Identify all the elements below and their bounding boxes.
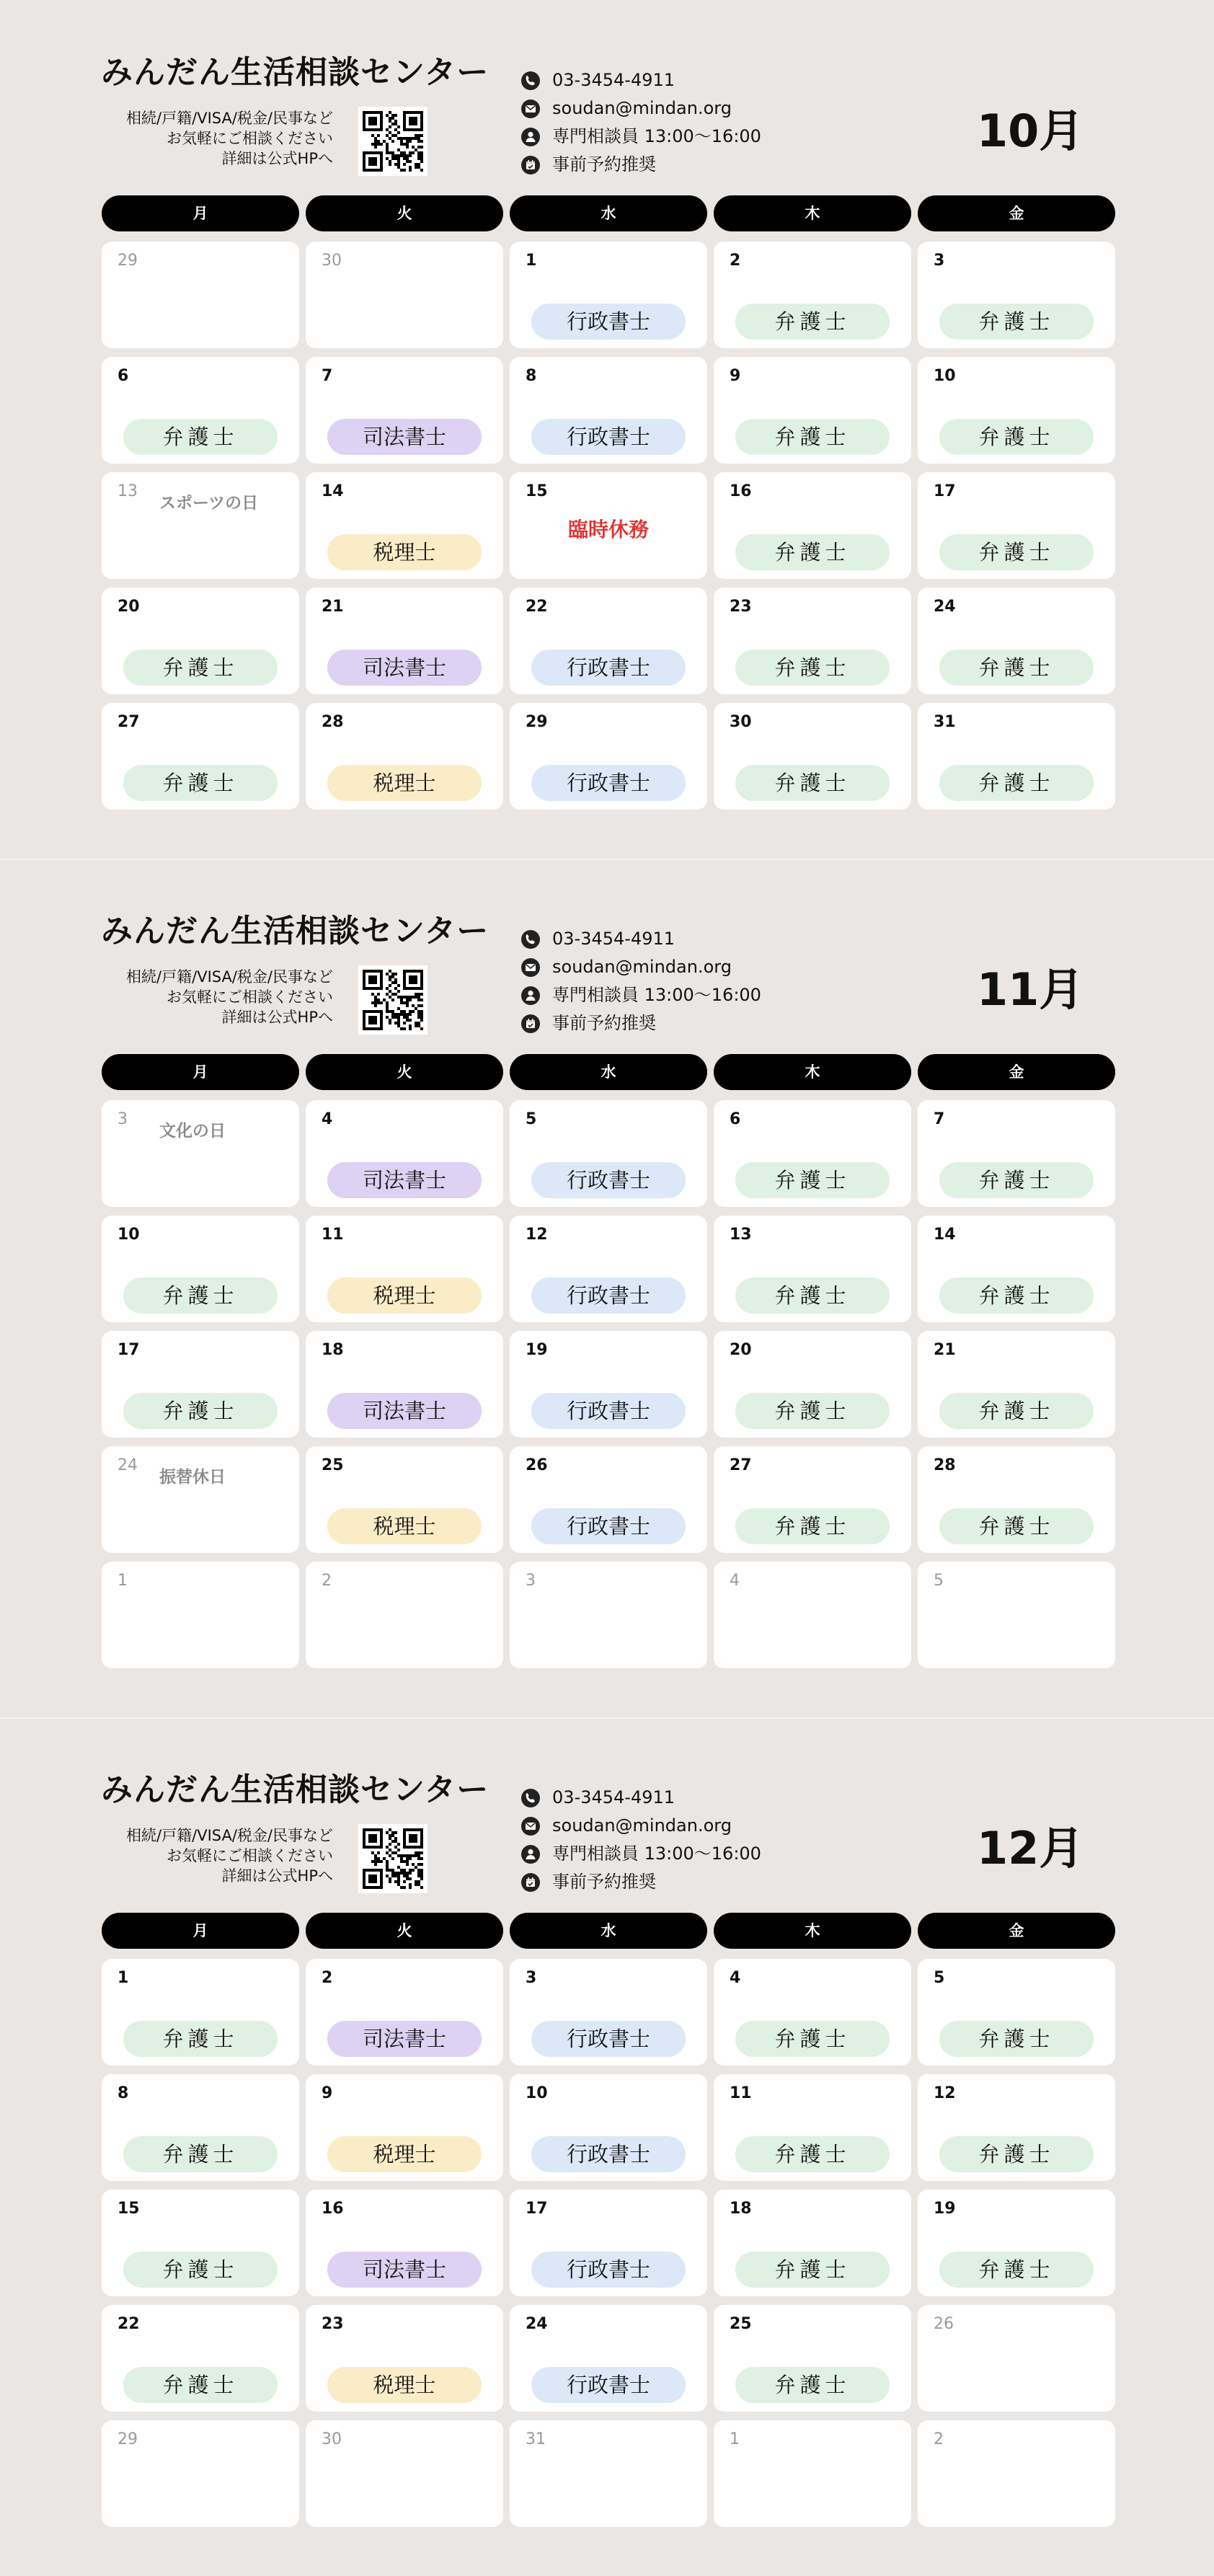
calendar-day-cell[interactable] — [306, 357, 503, 464]
day-number: 26 — [526, 1456, 548, 1474]
day-number: 27 — [730, 1456, 752, 1474]
weekday-header: 金 — [918, 1054, 1115, 1090]
specialist-badge-bengoshi: 弁護士 — [735, 2136, 890, 2172]
calendar-day-cell[interactable] — [102, 703, 299, 810]
day-number: 12 — [526, 1226, 548, 1244]
email-address: soudan@mindan.org — [552, 98, 732, 118]
calendar-day-cell[interactable] — [102, 242, 299, 348]
weekday-header: 月 — [102, 195, 299, 231]
calendar-day-cell[interactable] — [918, 1959, 1115, 2066]
specialist-badge-bengoshi: 弁護士 — [735, 765, 890, 801]
specialist-badge-gyosei: 行政書士 — [531, 1393, 686, 1429]
calendar-day-cell[interactable] — [714, 2420, 911, 2527]
day-number: 10 — [526, 2084, 548, 2102]
specialist-badge-gyosei: 行政書士 — [531, 765, 686, 801]
specialist-badge-bengoshi: 弁護士 — [939, 304, 1094, 340]
day-number: 17 — [934, 482, 956, 500]
mail-icon — [520, 1816, 541, 1836]
calendar-day-cell[interactable] — [510, 242, 707, 348]
weekday-header: 金 — [918, 1913, 1115, 1949]
calendar-day-cell[interactable] — [102, 2305, 299, 2412]
specialist-badge-zeiri: 税理士 — [327, 765, 482, 801]
calendar-icon — [520, 1872, 541, 1893]
specialist-badge-bengoshi: 弁護士 — [939, 1508, 1094, 1544]
holiday-label: スポーツの日 — [159, 494, 259, 513]
calendar-day-cell[interactable] — [306, 2074, 503, 2181]
day-number: 1 — [118, 1969, 129, 1987]
calendar-day-cell[interactable] — [714, 703, 911, 810]
mail-icon — [520, 957, 541, 978]
day-number: 25 — [730, 2315, 752, 2333]
calendar-day-cell[interactable] — [714, 1331, 911, 1438]
qr-code[interactable] — [358, 1824, 427, 1893]
day-number: 5 — [934, 1572, 944, 1590]
person-icon — [520, 986, 541, 1006]
day-number: 25 — [322, 1456, 344, 1474]
specialist-badge-bengoshi: 弁護士 — [939, 765, 1094, 801]
weekday-header: 火 — [306, 1913, 503, 1949]
specialist-badge-gyosei: 行政書士 — [531, 1278, 686, 1314]
reservation-note: 事前予約推奨 — [552, 1013, 656, 1033]
day-number: 20 — [118, 598, 140, 616]
person-icon — [520, 1844, 541, 1864]
day-number: 11 — [322, 1226, 344, 1244]
calendar-day-cell[interactable] — [510, 2190, 707, 2296]
day-number: 10 — [934, 367, 956, 385]
specialist-badge-shiho: 司法書士 — [327, 1393, 482, 1429]
weekday-header: 水 — [510, 1054, 707, 1090]
calendar-day-cell[interactable] — [306, 1216, 503, 1322]
description-line: お気軽にご相談ください — [167, 988, 333, 1006]
specialist-badge-bengoshi: 弁護士 — [735, 1278, 890, 1314]
day-number: 9 — [322, 2084, 333, 2102]
description-line: 相続/戸籍/VISA/税金/民事など — [126, 968, 333, 986]
day-number: 13 — [118, 482, 138, 500]
weekday-header: 月 — [102, 1913, 299, 1949]
specialist-badge-bengoshi: 弁護士 — [735, 2252, 890, 2288]
section-divider — [0, 1717, 1214, 1719]
day-number: 30 — [730, 713, 752, 731]
day-number: 4 — [322, 1110, 333, 1128]
calendar-day-cell[interactable] — [714, 1562, 911, 1668]
day-number: 14 — [322, 482, 344, 500]
calendar-day-cell[interactable] — [510, 1562, 707, 1668]
day-number: 21 — [322, 598, 344, 616]
day-number: 7 — [934, 1110, 945, 1128]
calendar-day-cell[interactable] — [510, 1446, 707, 1553]
center-description — [72, 108, 333, 169]
specialist-badge-bengoshi: 弁護士 — [123, 2136, 278, 2172]
calendar-day-cell[interactable] — [918, 2420, 1115, 2527]
day-number: 8 — [118, 2084, 129, 2102]
specialist-badge-bengoshi: 弁護士 — [123, 2367, 278, 2403]
calendar-day-cell[interactable] — [510, 472, 707, 579]
section-divider — [0, 859, 1214, 860]
calendar-day-cell[interactable] — [510, 2074, 707, 2181]
specialist-badge-bengoshi: 弁護士 — [735, 2367, 890, 2403]
month-label: 12月 — [977, 1822, 1084, 1875]
calendar-day-cell[interactable] — [918, 1216, 1115, 1322]
description-line: 相続/戸籍/VISA/税金/民事など — [126, 1827, 333, 1844]
specialist-badge-gyosei: 行政書士 — [531, 304, 686, 340]
day-number: 22 — [118, 2315, 140, 2333]
day-number: 18 — [322, 1341, 344, 1359]
day-number: 3 — [526, 1969, 537, 1987]
day-number: 23 — [322, 2315, 344, 2333]
specialist-badge-bengoshi: 弁護士 — [735, 1162, 890, 1198]
day-number: 4 — [730, 1969, 741, 1987]
day-number: 3 — [934, 252, 945, 270]
specialist-badge-gyosei: 行政書士 — [531, 2367, 686, 2403]
calendar-day-cell[interactable] — [918, 242, 1115, 348]
calendar-day-cell[interactable] — [714, 357, 911, 464]
weekday-header: 水 — [510, 1913, 707, 1949]
consultation-hours: 専門相談員 13:00〜16:00 — [552, 1844, 761, 1864]
calendar-day-cell[interactable] — [102, 1100, 299, 1207]
calendar-day-cell[interactable] — [918, 1446, 1115, 1553]
phone-number: 03-3454-4911 — [552, 70, 675, 90]
day-number: 5 — [934, 1969, 945, 1987]
calendar-day-cell[interactable] — [102, 2190, 299, 2296]
day-number: 6 — [730, 1110, 741, 1128]
specialist-badge-shiho: 司法書士 — [327, 2252, 482, 2288]
calendar-day-cell[interactable] — [510, 2420, 707, 2527]
calendar-day-cell[interactable] — [918, 357, 1115, 464]
specialist-badge-bengoshi: 弁護士 — [939, 419, 1094, 455]
calendar-day-cell[interactable] — [102, 588, 299, 694]
weekday-header: 火 — [306, 195, 503, 231]
day-number: 5 — [526, 1110, 537, 1128]
specialist-badge-bengoshi: 弁護士 — [123, 765, 278, 801]
day-number: 9 — [730, 367, 741, 385]
description-line: 詳細は公式HPへ — [221, 150, 333, 167]
calendar-day-cell[interactable] — [306, 703, 503, 810]
calendar-day-cell[interactable] — [918, 1331, 1115, 1438]
center-description — [72, 1825, 333, 1886]
calendar-day-cell[interactable] — [102, 357, 299, 464]
weekday-header: 金 — [918, 195, 1115, 231]
calendar-day-cell[interactable] — [510, 1216, 707, 1322]
day-number: 1 — [730, 2430, 740, 2448]
month-section — [0, 0, 1214, 859]
calendar-day-cell[interactable] — [102, 1446, 299, 1553]
specialist-badge-gyosei: 行政書士 — [531, 2136, 686, 2172]
specialist-badge-bengoshi: 弁護士 — [123, 650, 278, 686]
specialist-badge-bengoshi: 弁護士 — [939, 650, 1094, 686]
specialist-badge-zeiri: 税理士 — [327, 2367, 482, 2403]
calendar-day-cell[interactable] — [306, 472, 503, 579]
day-number: 6 — [118, 367, 129, 385]
specialist-badge-shiho: 司法書士 — [327, 2021, 482, 2057]
specialist-badge-bengoshi: 弁護士 — [123, 1393, 278, 1429]
day-number: 21 — [934, 1341, 956, 1359]
day-number: 29 — [526, 713, 548, 731]
calendar-day-cell[interactable] — [102, 2074, 299, 2181]
person-icon — [520, 127, 541, 147]
day-number: 3 — [118, 1110, 128, 1128]
day-number: 16 — [322, 2200, 344, 2218]
month-label: 11月 — [977, 963, 1084, 1016]
calendar-day-cell[interactable] — [918, 472, 1115, 579]
day-number: 4 — [730, 1572, 740, 1590]
calendar-day-cell[interactable] — [306, 588, 503, 694]
email-address: soudan@mindan.org — [552, 957, 732, 977]
day-number: 2 — [322, 1572, 332, 1590]
specialist-badge-zeiri: 税理士 — [327, 2136, 482, 2172]
calendar-day-cell[interactable] — [306, 1331, 503, 1438]
day-number: 28 — [322, 713, 344, 731]
day-number: 18 — [730, 2200, 752, 2218]
calendar-day-cell[interactable] — [306, 1959, 503, 2066]
day-number: 30 — [322, 252, 342, 270]
day-number: 24 — [934, 598, 956, 616]
specialist-badge-gyosei: 行政書士 — [531, 2021, 686, 2057]
calendar-day-cell[interactable] — [714, 1446, 911, 1553]
day-number: 28 — [934, 1456, 956, 1474]
specialist-badge-gyosei: 行政書士 — [531, 1508, 686, 1544]
calendar-day-cell[interactable] — [918, 703, 1115, 810]
mail-icon — [520, 99, 541, 119]
specialist-badge-bengoshi: 弁護士 — [735, 2021, 890, 2057]
specialist-badge-bengoshi: 弁護士 — [123, 2252, 278, 2288]
center-title: みんだん生活相談センター — [101, 913, 489, 950]
day-number: 2 — [730, 252, 741, 270]
day-number: 19 — [526, 1341, 548, 1359]
calendar-day-cell[interactable] — [510, 1100, 707, 1207]
specialist-badge-zeiri: 税理士 — [327, 1508, 482, 1544]
weekday-header: 火 — [306, 1054, 503, 1090]
calendar-day-cell[interactable] — [510, 2305, 707, 2412]
calendar-day-cell[interactable] — [102, 472, 299, 579]
center-title: みんだん生活相談センター — [101, 54, 489, 91]
day-number: 8 — [526, 367, 537, 385]
calendar-day-cell[interactable] — [918, 2074, 1115, 2181]
calendar-day-cell[interactable] — [918, 2305, 1115, 2412]
specialist-badge-bengoshi: 弁護士 — [939, 534, 1094, 570]
consultation-hours: 専門相談員 13:00〜16:00 — [552, 126, 761, 146]
phone-icon — [520, 1788, 541, 1808]
calendar-day-cell[interactable] — [714, 2190, 911, 2296]
day-number: 17 — [526, 2200, 548, 2218]
day-number: 22 — [526, 598, 548, 616]
qr-code[interactable] — [358, 965, 427, 1035]
specialist-badge-bengoshi: 弁護士 — [939, 1393, 1094, 1429]
specialist-badge-bengoshi: 弁護士 — [939, 1162, 1094, 1198]
day-number: 14 — [934, 1226, 956, 1244]
specialist-badge-bengoshi: 弁護士 — [735, 650, 890, 686]
weekday-header: 水 — [510, 195, 707, 231]
weekday-header: 木 — [714, 1913, 911, 1949]
calendar-day-cell[interactable] — [510, 1331, 707, 1438]
phone-number: 03-3454-4911 — [552, 929, 675, 949]
calendar-day-cell[interactable] — [306, 1562, 503, 1668]
specialist-badge-bengoshi: 弁護士 — [123, 1278, 278, 1314]
specialist-badge-gyosei: 行政書士 — [531, 650, 686, 686]
description-line: お気軽にご相談ください — [167, 1847, 333, 1864]
closed-notice: 臨時休務 — [567, 518, 649, 541]
day-number: 26 — [934, 2315, 954, 2333]
reservation-note: 事前予約推奨 — [552, 154, 656, 174]
calendar-day-cell[interactable] — [306, 2305, 503, 2412]
specialist-badge-bengoshi: 弁護士 — [735, 534, 890, 570]
phone-icon — [520, 929, 541, 950]
specialist-badge-gyosei: 行政書士 — [531, 2252, 686, 2288]
description-line: 詳細は公式HPへ — [221, 1867, 333, 1885]
day-number: 24 — [526, 2315, 548, 2333]
specialist-badge-zeiri: 税理士 — [327, 1278, 482, 1314]
day-number: 31 — [526, 2430, 546, 2448]
specialist-badge-bengoshi: 弁護士 — [939, 2021, 1094, 2057]
specialist-badge-bengoshi: 弁護士 — [939, 2136, 1094, 2172]
holiday-label: 文化の日 — [159, 1122, 226, 1141]
day-number: 29 — [118, 252, 138, 270]
day-number: 30 — [322, 2430, 342, 2448]
calendar-day-cell[interactable] — [306, 2190, 503, 2296]
day-number: 11 — [730, 2084, 752, 2102]
calendar-day-cell[interactable] — [306, 1100, 503, 1207]
specialist-badge-gyosei: 行政書士 — [531, 419, 686, 455]
description-line: 詳細は公式HPへ — [221, 1009, 333, 1026]
calendar-day-cell[interactable] — [714, 2305, 911, 2412]
specialist-badge-bengoshi: 弁護士 — [735, 304, 890, 340]
calendar-icon — [520, 1014, 541, 1034]
description-line: 相続/戸籍/VISA/税金/民事など — [126, 110, 333, 127]
calendar-day-cell[interactable] — [102, 1562, 299, 1668]
weekday-header: 木 — [714, 195, 911, 231]
calendar-day-cell[interactable] — [102, 1216, 299, 1322]
specialist-badge-bengoshi: 弁護士 — [123, 2021, 278, 2057]
day-number: 24 — [118, 1456, 138, 1474]
calendar-day-cell[interactable] — [714, 1100, 911, 1207]
calendar-day-cell[interactable] — [306, 242, 503, 348]
day-number: 2 — [934, 2430, 944, 2448]
day-number: 17 — [118, 1341, 140, 1359]
day-number: 23 — [730, 598, 752, 616]
calendar-day-cell[interactable] — [102, 2420, 299, 2527]
calendar-day-cell[interactable] — [714, 472, 911, 579]
day-number: 15 — [526, 482, 548, 500]
month-section — [0, 1717, 1214, 2576]
specialist-badge-gyosei: 行政書士 — [531, 1162, 686, 1198]
calendar-day-cell[interactable] — [714, 2074, 911, 2181]
calendar-day-cell[interactable] — [714, 1216, 911, 1322]
day-number: 27 — [118, 713, 140, 731]
calendar-day-cell[interactable] — [714, 242, 911, 348]
calendar-icon — [520, 155, 541, 175]
calendar-day-cell[interactable] — [510, 588, 707, 694]
email-address: soudan@mindan.org — [552, 1815, 732, 1836]
phone-icon — [520, 71, 541, 91]
calendar-day-cell[interactable] — [306, 1446, 503, 1553]
description-line: お気軽にご相談ください — [167, 130, 333, 147]
calendar-day-cell[interactable] — [918, 1100, 1115, 1207]
center-title: みんだん生活相談センター — [101, 1771, 489, 1808]
day-number: 10 — [118, 1226, 140, 1244]
day-number: 20 — [730, 1341, 752, 1359]
calendar-day-cell[interactable] — [306, 2420, 503, 2527]
consultation-hours: 専門相談員 13:00〜16:00 — [552, 985, 761, 1005]
specialist-badge-shiho: 司法書士 — [327, 1162, 482, 1198]
day-number: 2 — [322, 1969, 333, 1987]
calendar-day-cell[interactable] — [714, 588, 911, 694]
calendar-day-cell[interactable] — [102, 1331, 299, 1438]
specialist-badge-bengoshi: 弁護士 — [123, 419, 278, 455]
calendar-day-cell[interactable] — [918, 588, 1115, 694]
day-number: 31 — [934, 713, 956, 731]
specialist-badge-bengoshi: 弁護士 — [735, 419, 890, 455]
calendar-day-cell[interactable] — [510, 703, 707, 810]
reservation-note: 事前予約推奨 — [552, 1872, 656, 1892]
month-label: 10月 — [977, 105, 1084, 157]
month-section — [0, 859, 1214, 1717]
phone-number: 03-3454-4911 — [552, 1787, 675, 1807]
day-number: 1 — [118, 1572, 128, 1590]
calendar-day-cell[interactable] — [510, 357, 707, 464]
day-number: 12 — [934, 2084, 956, 2102]
day-number: 13 — [730, 1226, 752, 1244]
day-number: 1 — [526, 252, 537, 270]
calendar-day-cell[interactable] — [510, 1959, 707, 2066]
calendar-day-cell[interactable] — [714, 1959, 911, 2066]
specialist-badge-bengoshi: 弁護士 — [735, 1393, 890, 1429]
calendar-day-cell[interactable] — [102, 1959, 299, 2066]
day-number: 7 — [322, 367, 333, 385]
specialist-badge-shiho: 司法書士 — [327, 419, 482, 455]
specialist-badge-bengoshi: 弁護士 — [939, 1278, 1094, 1314]
day-number: 29 — [118, 2430, 138, 2448]
center-description — [72, 967, 333, 1027]
day-number: 16 — [730, 482, 752, 500]
calendar-day-cell[interactable] — [918, 2190, 1115, 2296]
calendar-day-cell[interactable] — [918, 1562, 1115, 1668]
holiday-label: 振替休日 — [159, 1468, 226, 1487]
day-number: 15 — [118, 2200, 140, 2218]
specialist-badge-bengoshi: 弁護士 — [735, 1508, 890, 1544]
weekday-header: 月 — [102, 1054, 299, 1090]
qr-code[interactable] — [358, 107, 427, 176]
specialist-badge-bengoshi: 弁護士 — [939, 2252, 1094, 2288]
specialist-badge-zeiri: 税理士 — [327, 534, 482, 570]
day-number: 19 — [934, 2200, 956, 2218]
day-number: 3 — [526, 1572, 536, 1590]
weekday-header: 木 — [714, 1054, 911, 1090]
specialist-badge-shiho: 司法書士 — [327, 650, 482, 686]
